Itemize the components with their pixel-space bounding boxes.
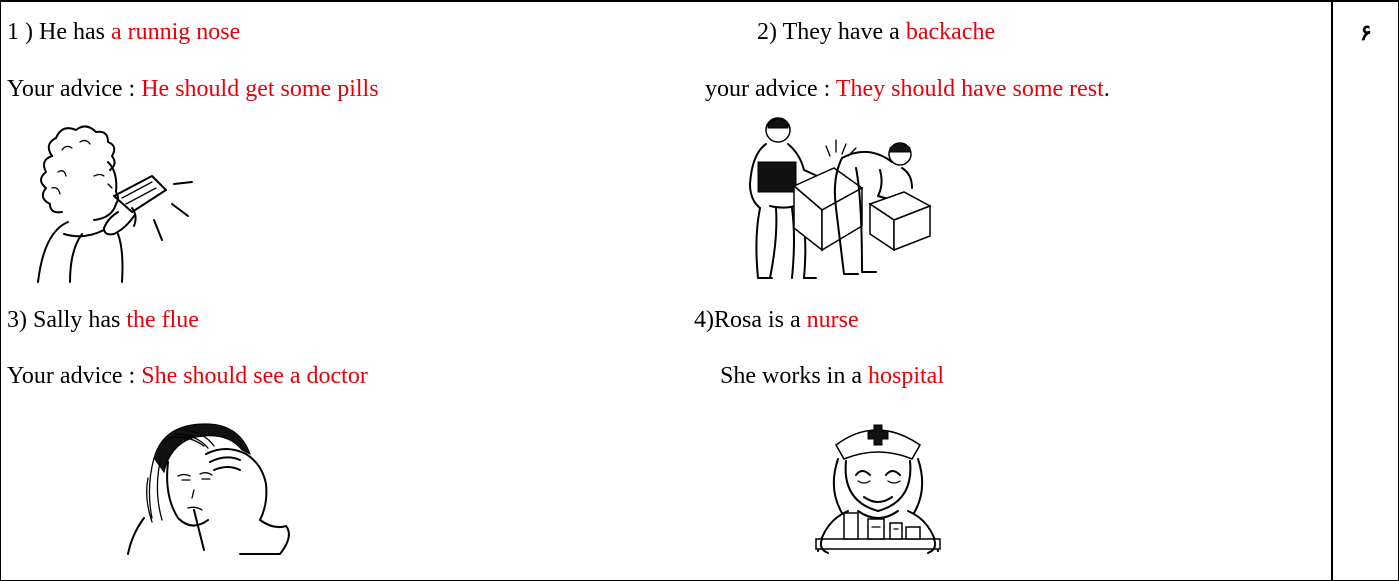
item-3-prompt-answer: the flue <box>126 307 199 333</box>
item-2-prompt-answer: backache <box>905 19 996 45</box>
item-2-prompt-text: They have a <box>782 19 906 45</box>
item-1-advice-label: Your advice : <box>7 76 142 102</box>
column-divider <box>1331 0 1333 580</box>
item-3-prompt-text: Sally has <box>33 307 127 333</box>
person-blowing-nose-illustration <box>22 126 197 291</box>
item-1-number: 1 ) <box>7 19 39 45</box>
item-2-advice-label: your advice : <box>705 76 836 102</box>
item-3-advice-answer: She should see a doctor <box>141 363 368 389</box>
item-3-number: 3) <box>7 307 33 333</box>
item-1-advice-answer: He should get some pills <box>141 76 379 102</box>
item-1-prompt <box>7 18 240 46</box>
question-number: ۶ <box>1360 20 1372 45</box>
item-3-prompt <box>7 306 199 334</box>
item-4-prompt-text: Rosa is a <box>714 307 807 333</box>
item-4-prompt <box>694 306 859 334</box>
item-4-number: 4) <box>694 307 714 333</box>
item-4-advice-label: She works in a <box>720 363 868 389</box>
item-4-advice <box>720 362 944 390</box>
nurse-with-tray-illustration <box>808 415 948 570</box>
item-2-advice <box>705 75 1110 103</box>
item-1-prompt-text: He has <box>39 19 111 45</box>
men-lifting-boxes-illustration <box>730 108 945 298</box>
item-4-advice-answer: hospital <box>867 363 944 389</box>
item-2-number: 2) <box>757 19 783 45</box>
item-4-prompt-answer: nurse <box>806 307 859 333</box>
item-3-advice-label: Your advice : <box>7 363 142 389</box>
item-2-advice-suffix: . <box>1103 76 1110 102</box>
item-1-prompt-answer: a runnig nose <box>110 19 241 45</box>
item-2-prompt <box>757 18 995 46</box>
sick-girl-thermometer-illustration <box>124 418 299 563</box>
item-1-advice <box>7 75 379 103</box>
item-3-advice <box>7 362 368 390</box>
item-2-advice-answer: They should have some rest <box>835 76 1104 102</box>
